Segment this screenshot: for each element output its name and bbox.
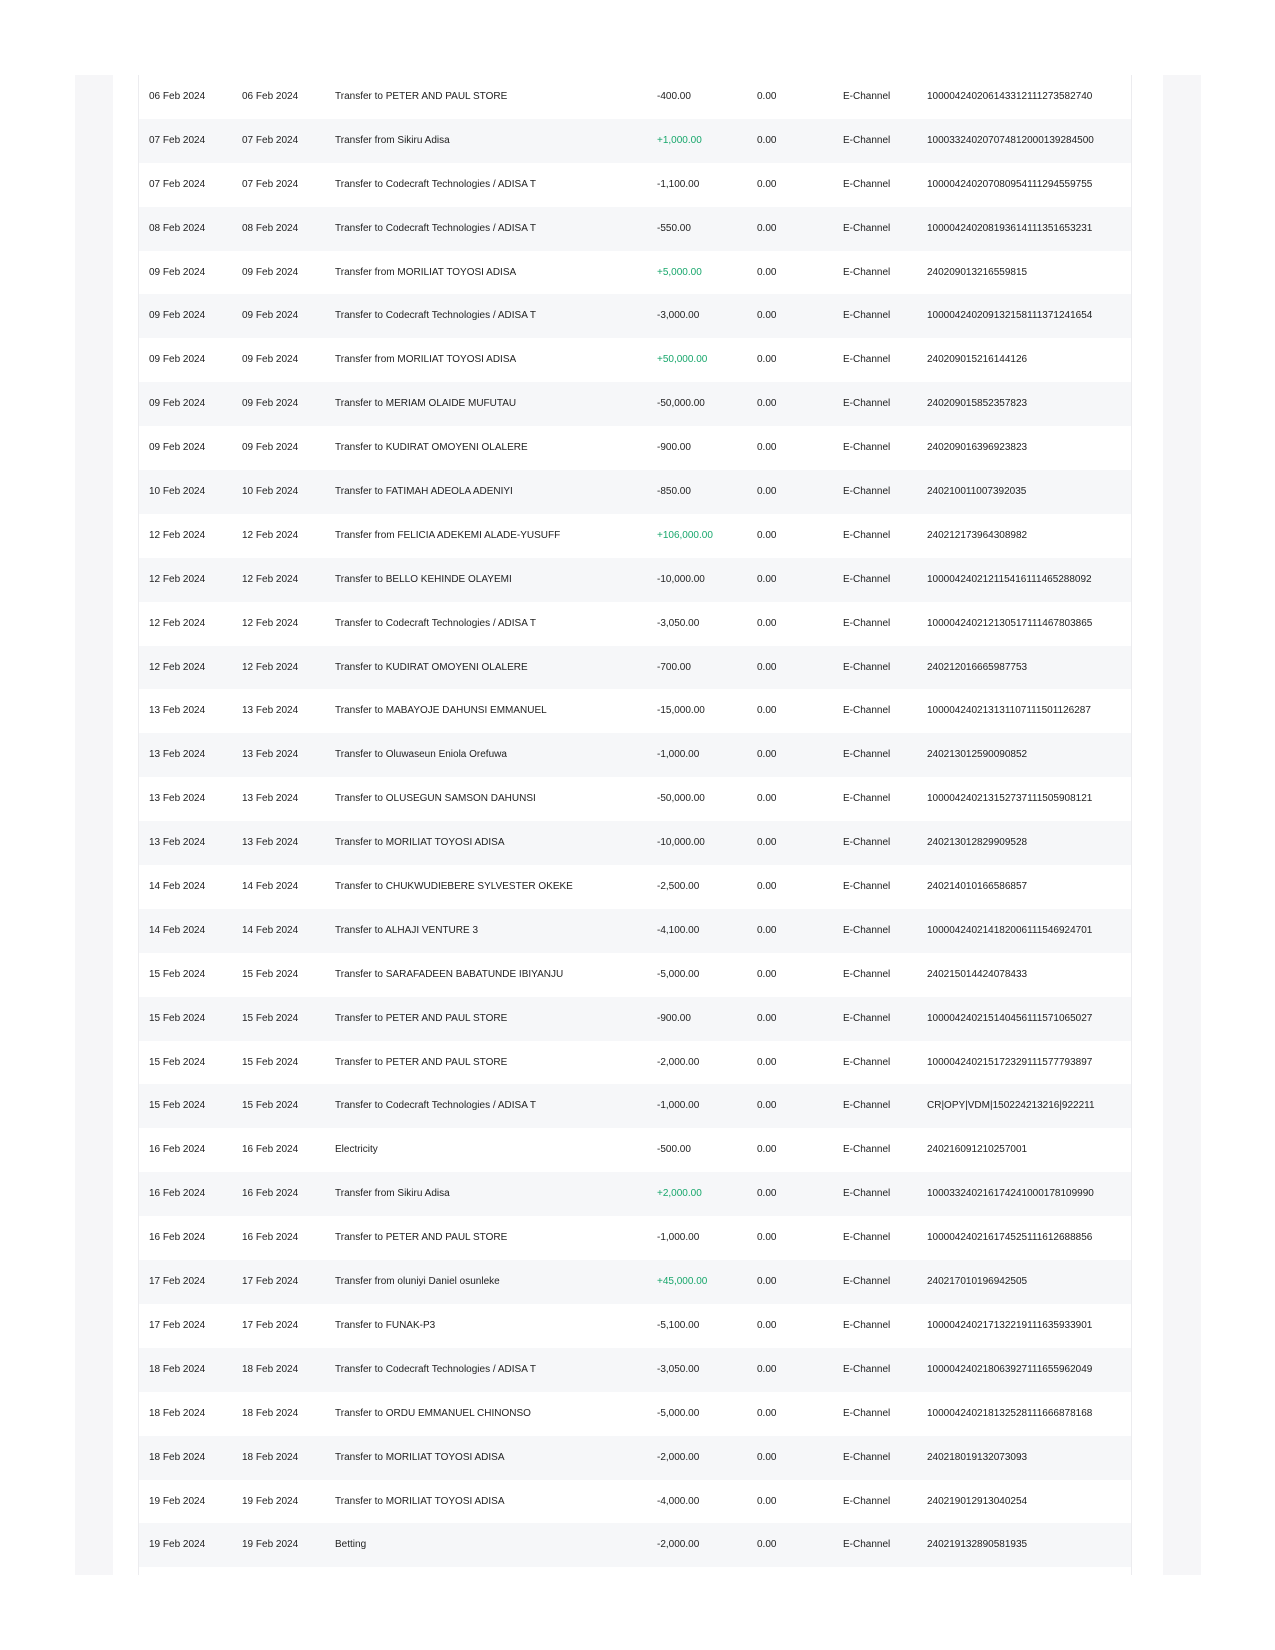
transaction-date: 14 Feb 2024 [149, 924, 206, 936]
transaction-description: Transfer to MORILIAT TOYOSI ADISA [335, 1451, 505, 1463]
transaction-date: 18 Feb 2024 [149, 1407, 206, 1419]
transaction-amount: -4,100.00 [657, 924, 700, 936]
transaction-date: 14 Feb 2024 [149, 881, 206, 893]
transaction-fee: 0.00 [757, 398, 777, 410]
transaction-amount: -1,100.00 [657, 178, 700, 190]
transaction-amount: -400.00 [657, 91, 691, 102]
table-row [139, 1523, 1131, 1567]
transaction-description: Transfer to ORDU EMMANUEL CHINONSO [335, 1407, 531, 1419]
transaction-channel: E-Channel [843, 1363, 891, 1375]
transaction-date: 12 Feb 2024 [149, 617, 206, 629]
transaction-fee: 0.00 [757, 1495, 777, 1507]
left-margin-band [75, 75, 113, 1575]
transaction-channel: E-Channel [843, 1495, 891, 1507]
table-row [139, 997, 1131, 1041]
transaction-date: 16 Feb 2024 [149, 1232, 206, 1244]
table-row [139, 1480, 1131, 1524]
table-row [139, 163, 1131, 207]
transaction-fee: 0.00 [757, 134, 777, 146]
transaction-description: Transfer to MORILIAT TOYOSI ADISA [335, 1495, 505, 1507]
transaction-fee: 0.00 [757, 486, 777, 498]
transaction-description: Transfer to MABAYOJE DAHUNSI EMMANUEL [335, 705, 547, 717]
transaction-channel: E-Channel [843, 442, 891, 454]
transaction-reference: 100004240209132158111371241654 [927, 310, 1093, 322]
transaction-fee: 0.00 [757, 178, 777, 190]
transaction-date: 13 Feb 2024 [149, 837, 206, 849]
transaction-description: Transfer to Codecraft Technologies / ADISA T [335, 222, 537, 234]
table-row [139, 1348, 1131, 1392]
transaction-reference: 100004240214182006111546924701 [927, 924, 1093, 936]
transaction-amount: +45,000.00 [657, 1276, 708, 1288]
transaction-amount: -2,500.00 [657, 881, 700, 893]
transaction-description: Betting [335, 1539, 367, 1551]
transaction-date: 09 Feb 2024 [149, 266, 206, 278]
table-row [139, 1041, 1131, 1085]
transaction-channel: E-Channel [843, 529, 891, 541]
transaction-amount: +5,000.00 [657, 266, 702, 278]
transaction-date: 09 Feb 2024 [149, 442, 206, 454]
transaction-fee: 0.00 [757, 793, 777, 805]
value-date: 16 Feb 2024 [242, 1188, 299, 1200]
transaction-reference: 100033240207074812000139284500 [927, 134, 1094, 146]
transaction-channel: E-Channel [843, 924, 891, 936]
table-row [139, 251, 1131, 295]
transaction-reference: 100004240212115416111465288092 [927, 573, 1092, 585]
transaction-date: 16 Feb 2024 [149, 1144, 206, 1156]
table-row [139, 865, 1131, 909]
transaction-channel: E-Channel [843, 1232, 891, 1244]
transaction-date: 12 Feb 2024 [149, 661, 206, 673]
transaction-channel: E-Channel [843, 837, 891, 849]
transaction-reference: 100004240212130517111467803865 [927, 617, 1093, 629]
transaction-description: Transfer to MORILIAT TOYOSI ADISA [335, 837, 505, 849]
value-date: 08 Feb 2024 [242, 222, 299, 234]
transaction-channel: E-Channel [843, 1188, 891, 1200]
transaction-reference: 240213012829909528 [927, 837, 1028, 849]
transaction-reference: 100004240207080954111294559755 [927, 178, 1093, 190]
transaction-amount: +2,000.00 [657, 1188, 702, 1200]
value-date: 12 Feb 2024 [242, 617, 299, 629]
transaction-fee: 0.00 [757, 1012, 777, 1024]
transaction-channel: E-Channel [843, 793, 891, 805]
transaction-date: 16 Feb 2024 [149, 1188, 206, 1200]
value-date: 09 Feb 2024 [242, 442, 299, 454]
transaction-amount: -50,000.00 [657, 398, 705, 410]
table-row [139, 294, 1131, 338]
transaction-reference: 100004240213152737111505908121 [927, 793, 1093, 805]
transaction-description: Transfer from oluniyi Daniel osunleke [335, 1276, 500, 1288]
transaction-channel: E-Channel [843, 354, 891, 366]
transaction-description: Electricity [335, 1144, 378, 1156]
transaction-date: 15 Feb 2024 [149, 1056, 206, 1068]
transaction-fee: 0.00 [757, 573, 777, 585]
transaction-channel: E-Channel [843, 881, 891, 893]
value-date: 07 Feb 2024 [242, 178, 299, 190]
table-row [139, 1172, 1131, 1216]
transaction-fee: 0.00 [757, 617, 777, 629]
transaction-channel: E-Channel [843, 661, 891, 673]
table-row [139, 1128, 1131, 1172]
transaction-reference: 240212016665987753 [927, 661, 1028, 673]
transaction-description: Transfer to FATIMAH ADEOLA ADENIYI [335, 486, 513, 498]
transaction-amount: -1,000.00 [657, 749, 700, 761]
transaction-channel: E-Channel [843, 398, 891, 410]
transaction-date: 19 Feb 2024 [149, 1495, 206, 1507]
transaction-fee: 0.00 [757, 1363, 777, 1375]
transaction-reference: 240210011007392035 [927, 486, 1027, 498]
transaction-amount: -1,000.00 [657, 1100, 700, 1112]
transaction-reference: 240215014424078433 [927, 968, 1028, 980]
transaction-amount: -2,000.00 [657, 1451, 700, 1463]
transaction-date: 10 Feb 2024 [149, 486, 206, 498]
transaction-reference: 240213012590090852 [927, 749, 1028, 761]
value-date: 09 Feb 2024 [242, 310, 299, 322]
transaction-description: Transfer from Sikiru Adisa [335, 134, 450, 146]
transaction-fee: 0.00 [757, 529, 777, 541]
transaction-amount: -4,000.00 [657, 1495, 700, 1507]
value-date: 09 Feb 2024 [242, 398, 299, 410]
transaction-description: Transfer to Codecraft Technologies / ADISA T [335, 617, 537, 629]
transaction-description: Transfer to FUNAK-P3 [335, 1319, 436, 1331]
right-margin-band [1163, 75, 1201, 1575]
transaction-channel: E-Channel [843, 486, 891, 498]
transactions-table [139, 75, 1131, 1567]
transaction-fee: 0.00 [757, 442, 777, 454]
table-row [139, 777, 1131, 821]
transaction-description: Transfer to MERIAM OLAIDE MUFUTAU [335, 398, 517, 410]
transaction-fee: 0.00 [757, 1407, 777, 1419]
value-date: 10 Feb 2024 [242, 486, 299, 498]
transaction-amount: -5,100.00 [657, 1319, 700, 1331]
transaction-reference: 240209013216559815 [927, 266, 1028, 278]
transaction-reference: 100004240206143312111273582740 [927, 91, 1093, 102]
transaction-channel: E-Channel [843, 1407, 891, 1419]
transaction-date: 15 Feb 2024 [149, 1100, 206, 1112]
transaction-description: Transfer to CHUKWUDIEBERE SYLVESTER OKEKE [335, 881, 573, 893]
transaction-description: Transfer to BELLO KEHINDE OLAYEMI [335, 573, 512, 585]
transaction-description: Transfer to SARAFADEEN BABATUNDE IBIYANJU [335, 968, 564, 980]
value-date: 18 Feb 2024 [242, 1363, 299, 1375]
transaction-reference: 100004240218063927111655962049 [927, 1363, 1093, 1375]
value-date: 07 Feb 2024 [242, 134, 299, 146]
transaction-reference: 240214010166586857 [927, 881, 1028, 893]
transaction-fee: 0.00 [757, 91, 777, 102]
value-date: 18 Feb 2024 [242, 1451, 299, 1463]
value-date: 17 Feb 2024 [242, 1319, 299, 1331]
transaction-channel: E-Channel [843, 573, 891, 585]
transaction-fee: 0.00 [757, 1319, 777, 1331]
transaction-description: Transfer to OLUSEGUN SAMSON DAHUNSI [335, 793, 536, 805]
value-date: 16 Feb 2024 [242, 1144, 299, 1156]
transaction-date: 09 Feb 2024 [149, 354, 206, 366]
table-row [139, 821, 1131, 865]
transaction-amount: -10,000.00 [657, 573, 705, 585]
transaction-fee: 0.00 [757, 968, 777, 980]
value-date: 09 Feb 2024 [242, 266, 299, 278]
table-row [139, 1392, 1131, 1436]
value-date: 12 Feb 2024 [242, 529, 299, 541]
transaction-reference: 240216091210257001 [927, 1144, 1028, 1156]
transaction-reference: 100004240215140456111571065027 [927, 1012, 1093, 1024]
transaction-description: Transfer to PETER AND PAUL STORE [335, 1056, 508, 1068]
transaction-channel: E-Channel [843, 1144, 891, 1156]
transaction-reference: 100004240217132219111635933901 [927, 1319, 1093, 1331]
transaction-fee: 0.00 [757, 310, 777, 322]
value-date: 17 Feb 2024 [242, 1276, 299, 1288]
transaction-date: 17 Feb 2024 [149, 1276, 206, 1288]
transaction-description: Transfer from MORILIAT TOYOSI ADISA [335, 266, 517, 278]
table-row [139, 470, 1131, 514]
transaction-amount: +50,000.00 [657, 354, 708, 366]
transaction-fee: 0.00 [757, 881, 777, 893]
transaction-date: 12 Feb 2024 [149, 529, 206, 541]
transaction-reference: 100004240213131107111501126287 [927, 705, 1091, 717]
transaction-amount: -10,000.00 [657, 837, 705, 849]
transaction-fee: 0.00 [757, 1539, 777, 1551]
transaction-fee: 0.00 [757, 1056, 777, 1068]
transaction-channel: E-Channel [843, 749, 891, 761]
transaction-fee: 0.00 [757, 705, 777, 717]
transaction-channel: E-Channel [843, 310, 891, 322]
transaction-fee: 0.00 [757, 749, 777, 761]
transaction-fee: 0.00 [757, 266, 777, 278]
transaction-description: Transfer to PETER AND PAUL STORE [335, 1012, 508, 1024]
transaction-fee: 0.00 [757, 661, 777, 673]
value-date: 19 Feb 2024 [242, 1495, 299, 1507]
transaction-reference: 240209015216144126 [927, 354, 1028, 366]
transaction-amount: +1,000.00 [657, 134, 702, 146]
transaction-amount: -3,000.00 [657, 310, 700, 322]
transaction-reference: 240209016396923823 [927, 442, 1028, 454]
table-row [139, 1084, 1131, 1128]
table-row [139, 953, 1131, 997]
transaction-amount: -900.00 [657, 1012, 691, 1024]
transaction-channel: E-Channel [843, 178, 891, 190]
transaction-channel: E-Channel [843, 1319, 891, 1331]
transaction-description: Transfer to PETER AND PAUL STORE [335, 91, 508, 102]
transaction-channel: E-Channel [843, 1056, 891, 1068]
value-date: 19 Feb 2024 [242, 1539, 299, 1551]
transaction-reference: 100004240216174525111612688856 [927, 1232, 1093, 1244]
transaction-reference: 100004240208193614111351653231 [927, 222, 1093, 234]
transaction-fee: 0.00 [757, 1100, 777, 1112]
table-row [139, 1260, 1131, 1304]
transaction-description: Transfer from FELICIA ADEKEMI ALADE-YUSUFF [335, 529, 561, 541]
transaction-fee: 0.00 [757, 1188, 777, 1200]
transaction-date: 15 Feb 2024 [149, 968, 206, 980]
value-date: 14 Feb 2024 [242, 924, 299, 936]
transaction-date: 17 Feb 2024 [149, 1319, 206, 1331]
transaction-fee: 0.00 [757, 354, 777, 366]
table-row [139, 75, 1131, 119]
transaction-fee: 0.00 [757, 837, 777, 849]
transaction-date: 18 Feb 2024 [149, 1451, 206, 1463]
transaction-amount: -3,050.00 [657, 1363, 700, 1375]
transaction-date: 18 Feb 2024 [149, 1363, 206, 1375]
transaction-fee: 0.00 [757, 222, 777, 234]
transaction-date: 13 Feb 2024 [149, 705, 206, 717]
table-row [139, 426, 1131, 470]
transaction-date: 12 Feb 2024 [149, 573, 206, 585]
table-row [139, 602, 1131, 646]
table-row [139, 119, 1131, 163]
table-row [139, 689, 1131, 733]
transaction-channel: E-Channel [843, 968, 891, 980]
transaction-channel: E-Channel [843, 91, 891, 102]
transaction-channel: E-Channel [843, 1539, 891, 1551]
transaction-description: Transfer to Codecraft Technologies / ADISA T [335, 178, 537, 190]
transaction-date: 07 Feb 2024 [149, 134, 206, 146]
transaction-reference: 100004240218132528111666878168 [927, 1407, 1093, 1419]
transaction-date: 15 Feb 2024 [149, 1012, 206, 1024]
table-row [139, 558, 1131, 602]
value-date: 09 Feb 2024 [242, 354, 299, 366]
transaction-amount: -550.00 [657, 222, 691, 234]
transaction-date: 07 Feb 2024 [149, 178, 206, 190]
transaction-channel: E-Channel [843, 134, 891, 146]
transaction-fee: 0.00 [757, 1451, 777, 1463]
transaction-channel: E-Channel [843, 1012, 891, 1024]
transaction-description: Transfer to PETER AND PAUL STORE [335, 1232, 508, 1244]
transaction-reference: 240217010196942505 [927, 1276, 1028, 1288]
value-date: 13 Feb 2024 [242, 705, 299, 717]
transaction-date: 09 Feb 2024 [149, 310, 206, 322]
transactions-card [138, 75, 1132, 1575]
transaction-channel: E-Channel [843, 222, 891, 234]
transaction-channel: E-Channel [843, 1451, 891, 1463]
value-date: 12 Feb 2024 [242, 573, 299, 585]
transaction-date: 08 Feb 2024 [149, 222, 206, 234]
table-row [139, 207, 1131, 251]
transaction-amount: -900.00 [657, 442, 691, 454]
transaction-channel: E-Channel [843, 1276, 891, 1288]
transaction-description: Transfer to KUDIRAT OMOYENI OLALERE [335, 442, 528, 454]
transaction-description: Transfer from Sikiru Adisa [335, 1188, 450, 1200]
value-date: 18 Feb 2024 [242, 1407, 299, 1419]
transaction-channel: E-Channel [843, 617, 891, 629]
value-date: 14 Feb 2024 [242, 881, 299, 893]
transaction-reference: 240218019132073093 [927, 1451, 1028, 1463]
table-row [139, 382, 1131, 426]
transaction-description: Transfer to KUDIRAT OMOYENI OLALERE [335, 661, 528, 673]
transaction-fee: 0.00 [757, 1276, 777, 1288]
value-date: 16 Feb 2024 [242, 1232, 299, 1244]
transaction-reference: 240209015852357823 [927, 398, 1028, 410]
value-date: 13 Feb 2024 [242, 749, 299, 761]
transaction-channel: E-Channel [843, 705, 891, 717]
transaction-amount: -3,050.00 [657, 617, 700, 629]
transaction-description: Transfer to Codecraft Technologies / ADISA T [335, 1363, 537, 1375]
table-row [139, 1304, 1131, 1348]
value-date: 15 Feb 2024 [242, 1012, 299, 1024]
table-row [139, 1436, 1131, 1480]
transaction-amount: -15,000.00 [657, 705, 705, 717]
value-date: 13 Feb 2024 [242, 837, 299, 849]
transaction-date: 19 Feb 2024 [149, 1539, 206, 1551]
transaction-amount: -2,000.00 [657, 1056, 700, 1068]
transaction-channel: E-Channel [843, 266, 891, 278]
transaction-reference: 240219132890581935 [927, 1539, 1028, 1551]
transaction-reference: 240212173964308982 [927, 529, 1028, 541]
transaction-description: Transfer from MORILIAT TOYOSI ADISA [335, 354, 517, 366]
table-row [139, 909, 1131, 953]
transaction-reference: CR|OPY|VDM|150224213216|922211 [927, 1100, 1095, 1112]
transaction-amount: +106,000.00 [657, 529, 713, 541]
transaction-amount: -500.00 [657, 1144, 691, 1156]
transaction-amount: -850.00 [657, 486, 691, 498]
transaction-fee: 0.00 [757, 1144, 777, 1156]
transaction-date: 06 Feb 2024 [149, 91, 206, 102]
value-date: 15 Feb 2024 [242, 1056, 299, 1068]
table-row [139, 646, 1131, 690]
transaction-description: Transfer to ALHAJI VENTURE 3 [335, 924, 479, 936]
table-row [139, 514, 1131, 558]
transaction-description: Transfer to Oluwaseun Eniola Orefuwa [335, 749, 507, 761]
transaction-amount: -5,000.00 [657, 968, 700, 980]
value-date: 12 Feb 2024 [242, 661, 299, 673]
transaction-reference: 240219012913040254 [927, 1495, 1028, 1507]
transaction-date: 13 Feb 2024 [149, 749, 206, 761]
transaction-date: 13 Feb 2024 [149, 793, 206, 805]
transaction-amount: -2,000.00 [657, 1539, 700, 1551]
table-row [139, 1216, 1131, 1260]
transaction-fee: 0.00 [757, 924, 777, 936]
value-date: 13 Feb 2024 [242, 793, 299, 805]
table-row [139, 733, 1131, 777]
transaction-fee: 0.00 [757, 1232, 777, 1244]
transaction-amount: -1,000.00 [657, 1232, 700, 1244]
value-date: 15 Feb 2024 [242, 1100, 299, 1112]
table-row [139, 338, 1131, 382]
transaction-description: Transfer to Codecraft Technologies / ADISA T [335, 1100, 537, 1112]
transaction-amount: -50,000.00 [657, 793, 705, 805]
transaction-reference: 100033240216174241000178109990 [927, 1188, 1094, 1200]
transaction-reference: 100004240215172329111577793897 [927, 1056, 1093, 1068]
value-date: 15 Feb 2024 [242, 968, 299, 980]
transaction-amount: -5,000.00 [657, 1407, 700, 1419]
transaction-amount: -700.00 [657, 661, 691, 673]
transaction-description: Transfer to Codecraft Technologies / ADISA T [335, 310, 537, 322]
transaction-date: 09 Feb 2024 [149, 398, 206, 410]
value-date: 06 Feb 2024 [242, 91, 299, 102]
transaction-channel: E-Channel [843, 1100, 891, 1112]
